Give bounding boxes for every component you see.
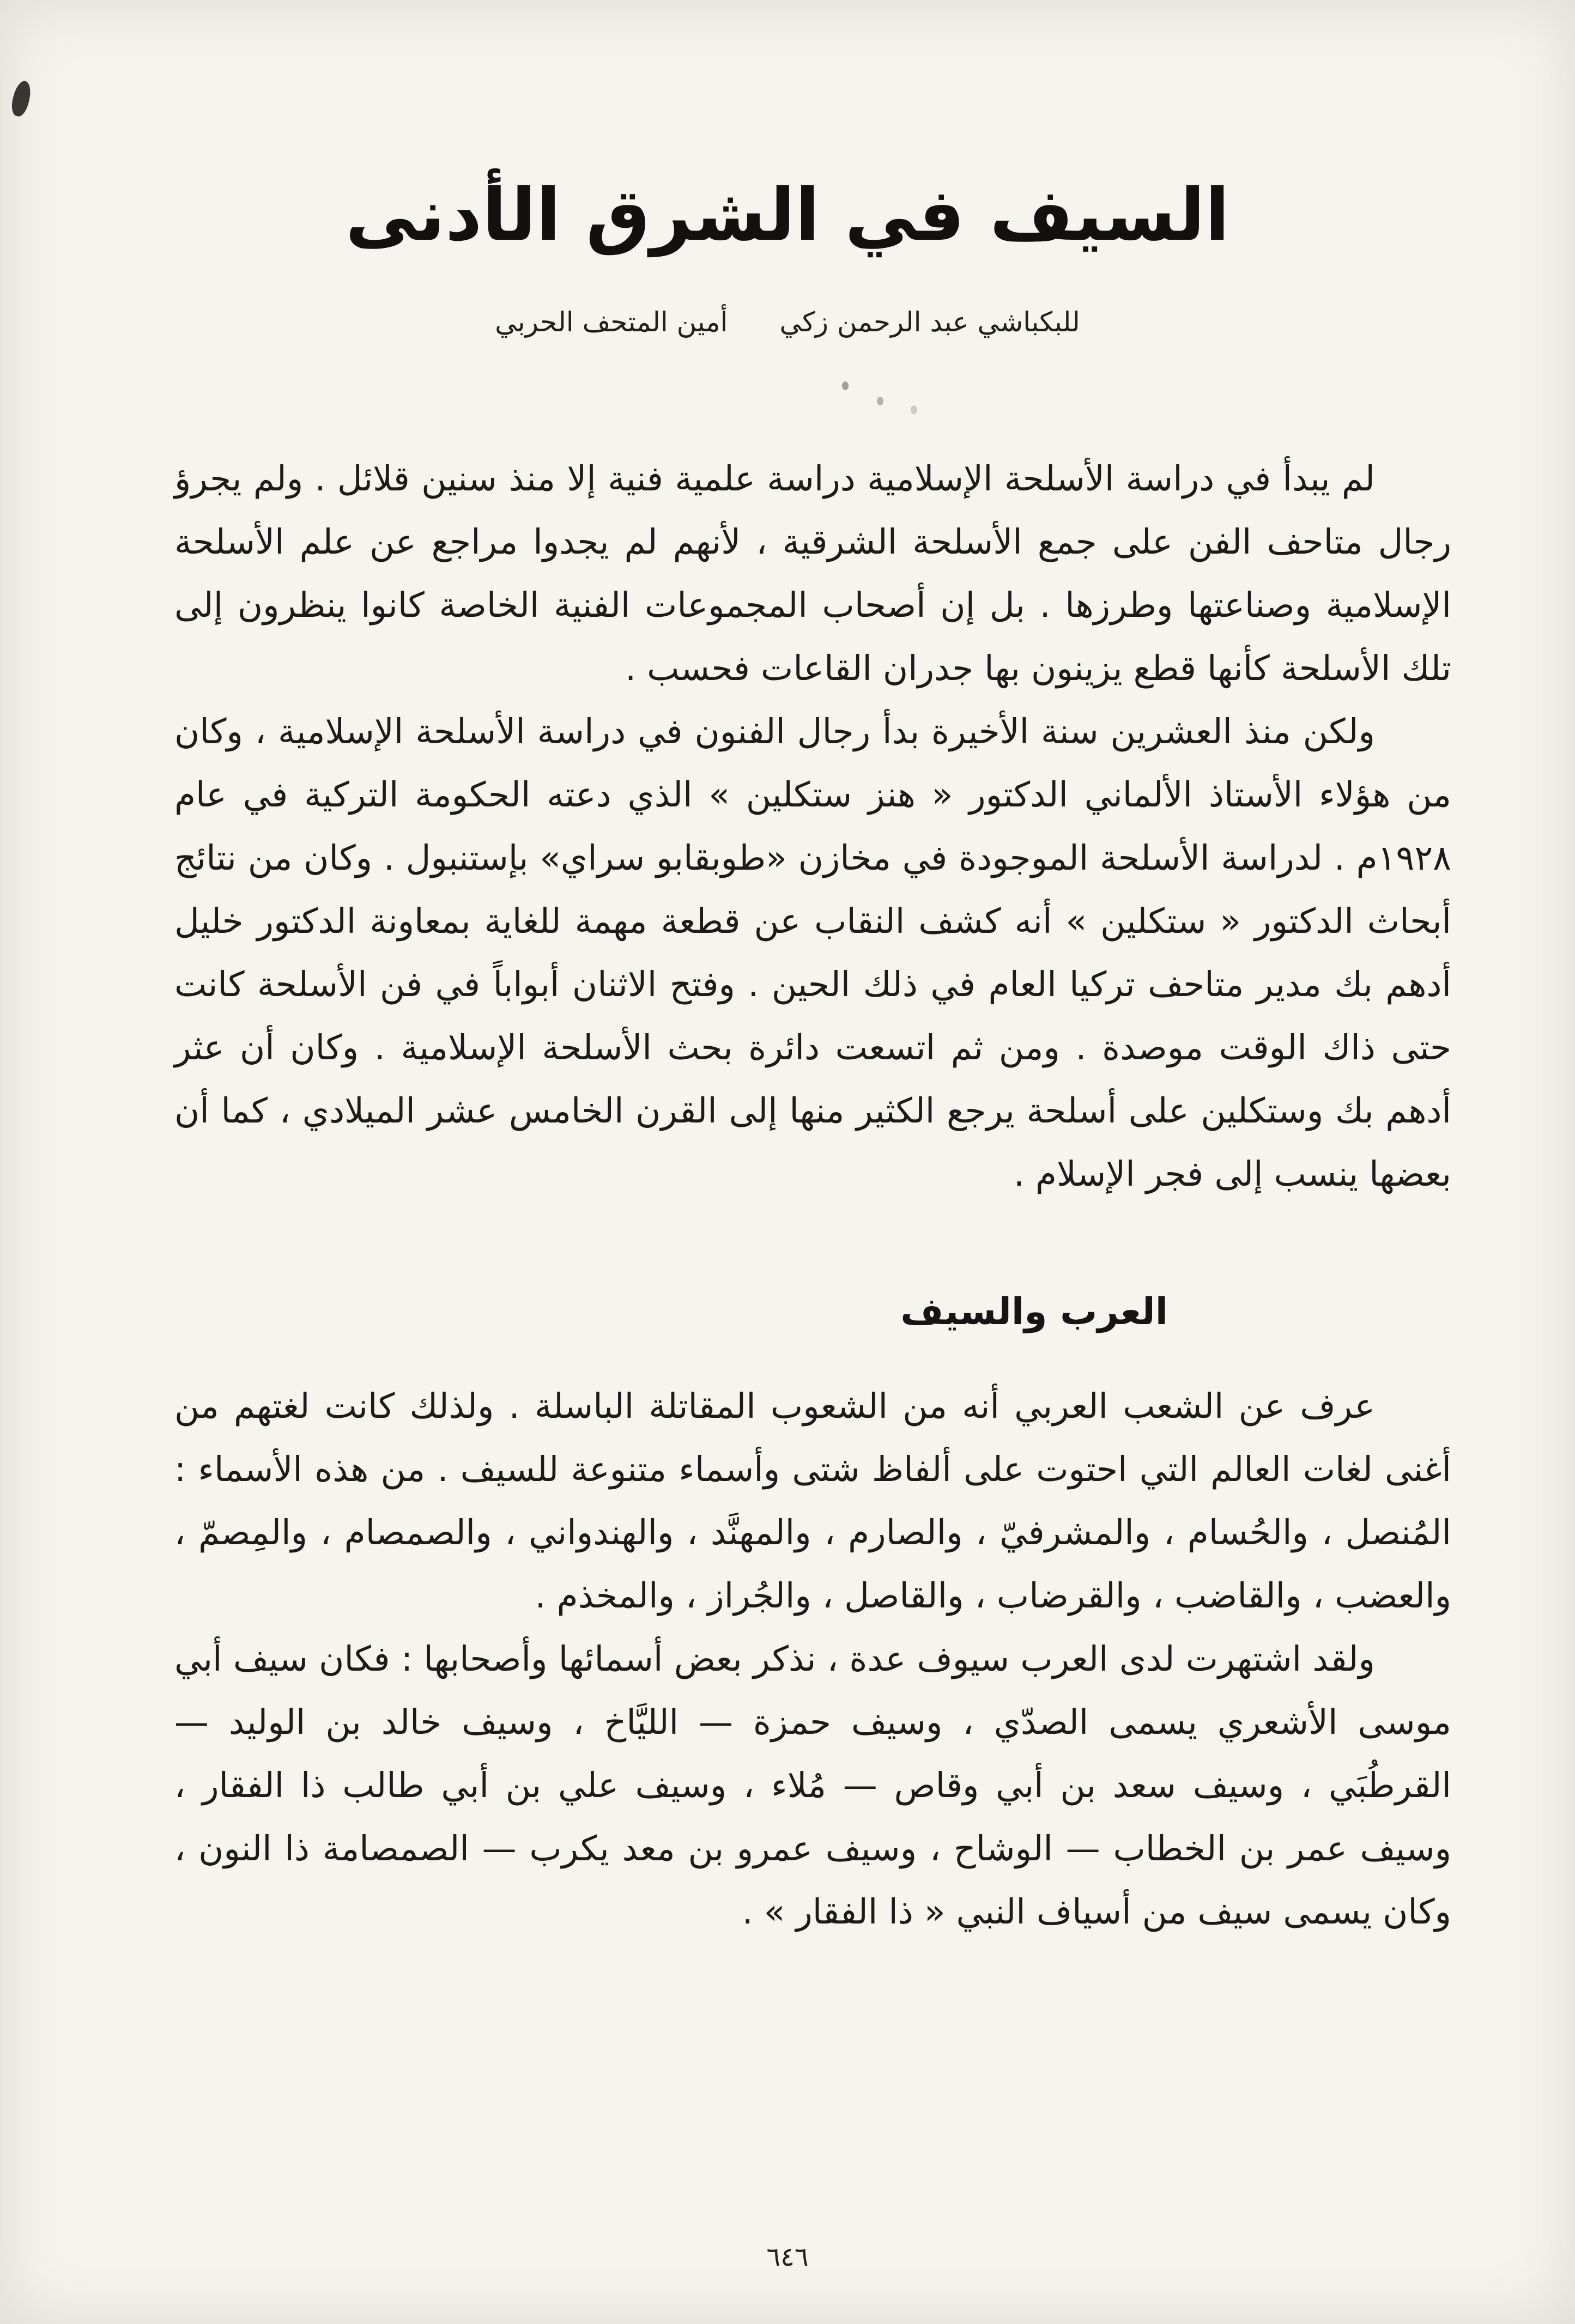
- section-heading-arabs-and-the-sword: العرب والسيف: [900, 1290, 1168, 1333]
- byline: [0, 303, 1575, 341]
- scan-artifact-ink-smudge: [842, 381, 849, 390]
- paragraph-intro-1: لم يبدأ في دراسة الأسلحة الإسلامية دراسة علمية فنية إلا منذ سنين قلائل . ولم يجرؤ رجال متاحف الفن على جمع الأسلحة الشرقية ، لأنهم لم يجدوا مراجع عن علم الأسلحة الإسلامية وصناعتها وطرزها . بل إن أصحاب المجموعات الفنية الخاصة كانوا ينظرون إلى تلك الأسلحة كأنها قطع يزينون بها جدران القاعات فحسب .: [174, 459, 1451, 688]
- paragraph-section-1: عرف عن الشعب العربي أنه من الشعوب المقاتلة الباسلة . ولذلك كانت لغتهم من أغنى لغات العالم التي احتوت على ألفاظ شتى وأسماء متنوعة للسيف . من هذه الأسماء : المُنصل ، والحُسام ، والمشرفيّ ، والصارم ، والمهنَّد ، والهندواني ، والصمصام ، والمِصمّ ، والعضب ، والقاضب ، والقرضاب ، والقاصل ، والجُراز ، والمخذم .: [174, 1386, 1451, 1616]
- page-number: ٦٤٦: [766, 2242, 809, 2272]
- byline-role: أمين المتحف الحربي: [495, 306, 728, 338]
- paragraph-section-2: ولقد اشتهرت لدى العرب سيوف عدة ، نذكر بعض أسمائها وأصحابها : فكان سيف أبي موسى الأشعري يسمى الصدّي ، وسيف حمزة — الليَّاخ ، وسيف خالد بن الوليد — القرطُبَي ، وسيف سعد بن أبي وقاص — مُلاء ، وسيف علي بن أبي طالب ذا الفقار ، وسيف عمر بن الخطاب — الوشاح ، وسيف عمرو بن معد يكرب — الصمصامة ذا النون ، وكان يسمى سيف من أسياف النبي « ذا الفقار » .: [174, 1639, 1451, 1932]
- article-body: [174, 447, 1451, 1944]
- paragraph-intro-2: ولكن منذ العشرين سنة الأخيرة بدأ رجال الفنون في دراسة الأسلحة الإسلامية ، وكان من هؤلاء الأستاذ الألماني الدكتور « هنز ستكلين » الذي دعته الحكومة التركية في عام ١٩٢٨م . لدراسة الأسلحة الموجودة في مخازن «طوبقابو سراي» بإستنبول . وكان من نتائج أبحاث الدكتور « ستكلين » أنه كشف النقاب عن قطعة مهمة للغاية بمعاونة الدكتور خليل أدهم بك مدير متاحف تركيا العام في ذلك الحين . وفتح الاثنان أبواباً في فن الأسلحة كانت حتى ذاك الوقت موصدة . ومن ثم اتسعت دائرة بحث الأسلحة الإسلامية . وكان أن عثر أدهم بك وستكلين على أسلحة يرجع الكثير منها إلى القرن الخامس عشر الميلادي ، كما أن بعضها ينسب إلى فجر الإسلام .: [174, 712, 1451, 1194]
- page-header: [0, 0, 1575, 341]
- byline-author: للبكباشي عبد الرحمن زكي: [779, 306, 1080, 338]
- article-title: السيف في الشرق الأدنى: [345, 173, 1230, 257]
